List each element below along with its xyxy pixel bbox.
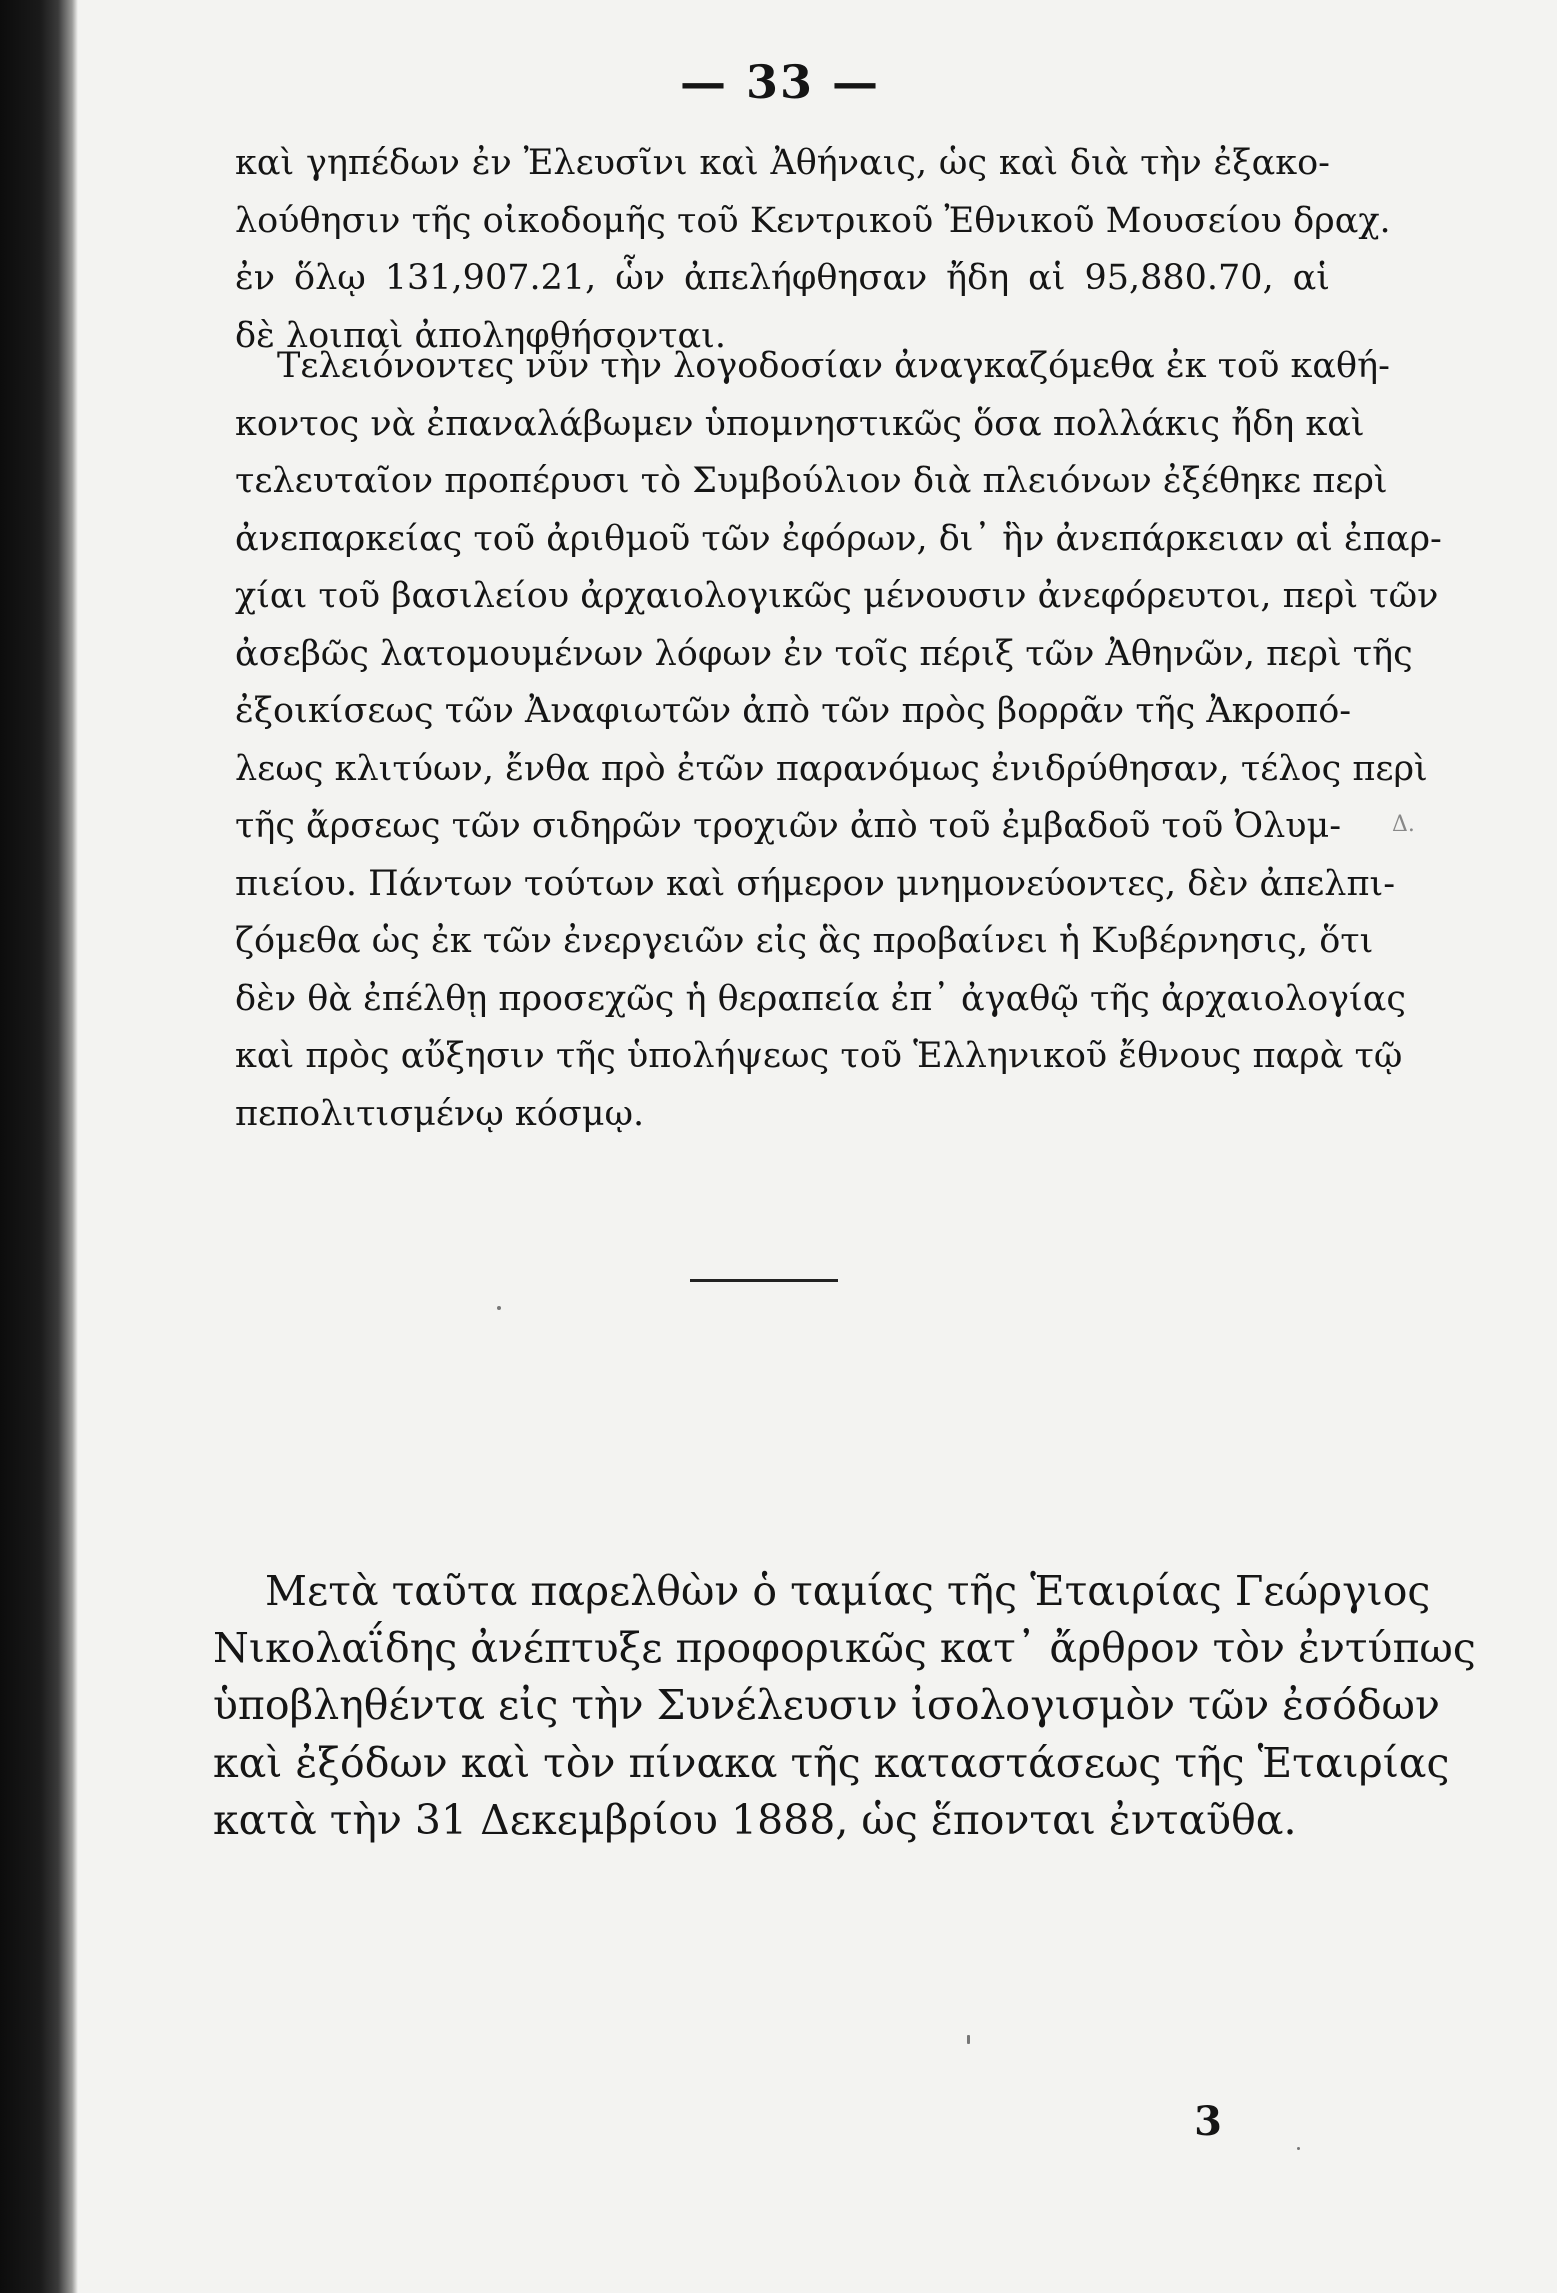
paper-speck [497, 1306, 501, 1310]
text-line: ὑποβληθέντα εἰς τὴν Συνέλευσιν ἰσολογισμὸν τῶν ἐσόδων [213, 1681, 1440, 1730]
text-line: καὶ πρὸς αὔξησιν τῆς ὑπολήψεως τοῦ Ἑλληνικοῦ ἔθνους παρὰ τῷ [235, 1036, 1403, 1076]
signature-mark: 3 [1194, 2098, 1222, 2145]
text-line: λούθησιν τῆς οἰκοδομῆς τοῦ Κεντρικοῦ Ἐθνικοῦ Μουσείου δραχ. [235, 200, 1391, 241]
section-divider-rule [690, 1279, 838, 1282]
text-line: λεως κλιτύων, ἔνθα πρὸ ἐτῶν παρανόμως ἐνιδρύθησαν, τέλος περὶ [235, 748, 1428, 789]
text-line: ἀνεπαρκείας τοῦ ἀριθμοῦ τῶν ἐφόρων, δι᾽ ἣν ἀνεπάρκειαν αἱ ἐπαρ- [235, 518, 1442, 559]
book-binding-edge [0, 0, 78, 2293]
text-line: ζόμεθα ὡς ἐκ τῶν ἐνεργειῶν εἰς ἃς προβαίνει ἡ Κυβέρνησις, ὅτι [235, 921, 1374, 961]
margin-pencil-mark: Δ. [1392, 812, 1415, 837]
paper-speck [1297, 2147, 1300, 2150]
text-line: ἐν ὅλῳ 131,907.21, ὧν ἀπελήφθησαν ἤδη αἱ 95,880.70, αἱ [235, 258, 1330, 298]
text-line: χίαι τοῦ βασιλείου ἀρχαιολογικῶς μένουσιν ἀνεφόρευτοι, περὶ τῶν [235, 576, 1439, 616]
paragraph-closing-remarks [235, 338, 1442, 1143]
text-line: Μετὰ ταῦτα παρελθὼν ὁ ταμίας τῆς Ἑταιρίας Γεώργιος [265, 1567, 1431, 1615]
minutes-paragraph [213, 1563, 1476, 1849]
text-line: δὲν θὰ ἐπέλθῃ προσεχῶς ἡ θεραπεία ἐπ᾽ ἀγαθῷ τῆς ἀρχαιολογίας [235, 978, 1407, 1019]
text-line: πιείου. Πάντων τούτων καὶ σήμερον μνημονεύοντες, δὲν ἀπελπι- [235, 863, 1396, 904]
text-line: καὶ ἐξόδων καὶ τὸν πίνακα τῆς καταστάσεως τῆς Ἑταιρίας [213, 1738, 1450, 1787]
text-line: πεπολιτισμένῳ κόσμῳ. [235, 1093, 645, 1134]
paper-speck [967, 2035, 970, 2044]
text-line: ἐξοικίσεως τῶν Ἀναφιωτῶν ἀπὸ τῶν πρὸς βορρᾶν τῆς Ἀκροπό- [235, 691, 1352, 731]
page-number-header: — 33 — [679, 55, 881, 109]
text-line: τελευταῖον προπέρυσι τὸ Συμβούλιον διὰ πλειόνων ἐξέθηκε περὶ [235, 461, 1388, 501]
text-line: κοντος νὰ ἐπαναλάβωμεν ὑπομνηστικῶς ὅσα πολλάκις ἤδη καὶ [235, 403, 1365, 444]
text-line: Νικολαΐδης ἀνέπτυξε προφορικῶς κατ᾽ ἄρθρον τὸν ἐντύπως [213, 1624, 1476, 1673]
text-line: κατὰ τὴν 31 Δεκεμβρίου 1888, ὡς ἕπονται ἐνταῦθα. [213, 1795, 1297, 1844]
text-line: καὶ γηπέδων ἐν Ἐλευσῖνι καὶ Ἀθήναις, ὡς καὶ διὰ τὴν ἐξακο- [235, 143, 1330, 183]
text-line: ἀσεβῶς λατομουμένων λόφων ἐν τοῖς πέριξ τῶν Ἀθηνῶν, περὶ τῆς [235, 633, 1413, 674]
paragraph-continuation [235, 135, 1391, 365]
text-line: Τελειόνοντες νῦν τὴν λογοδοσίαν ἀναγκαζόμεθα ἐκ τοῦ καθή- [277, 346, 1390, 386]
text-line: τῆς ἄρσεως τῶν σιδηρῶν τροχιῶν ἀπὸ τοῦ ἐμβαδοῦ τοῦ Ὀλυμ- [235, 806, 1342, 846]
text-line: δὲ λοιπαὶ ἀποληφθήσονται. [235, 315, 726, 356]
